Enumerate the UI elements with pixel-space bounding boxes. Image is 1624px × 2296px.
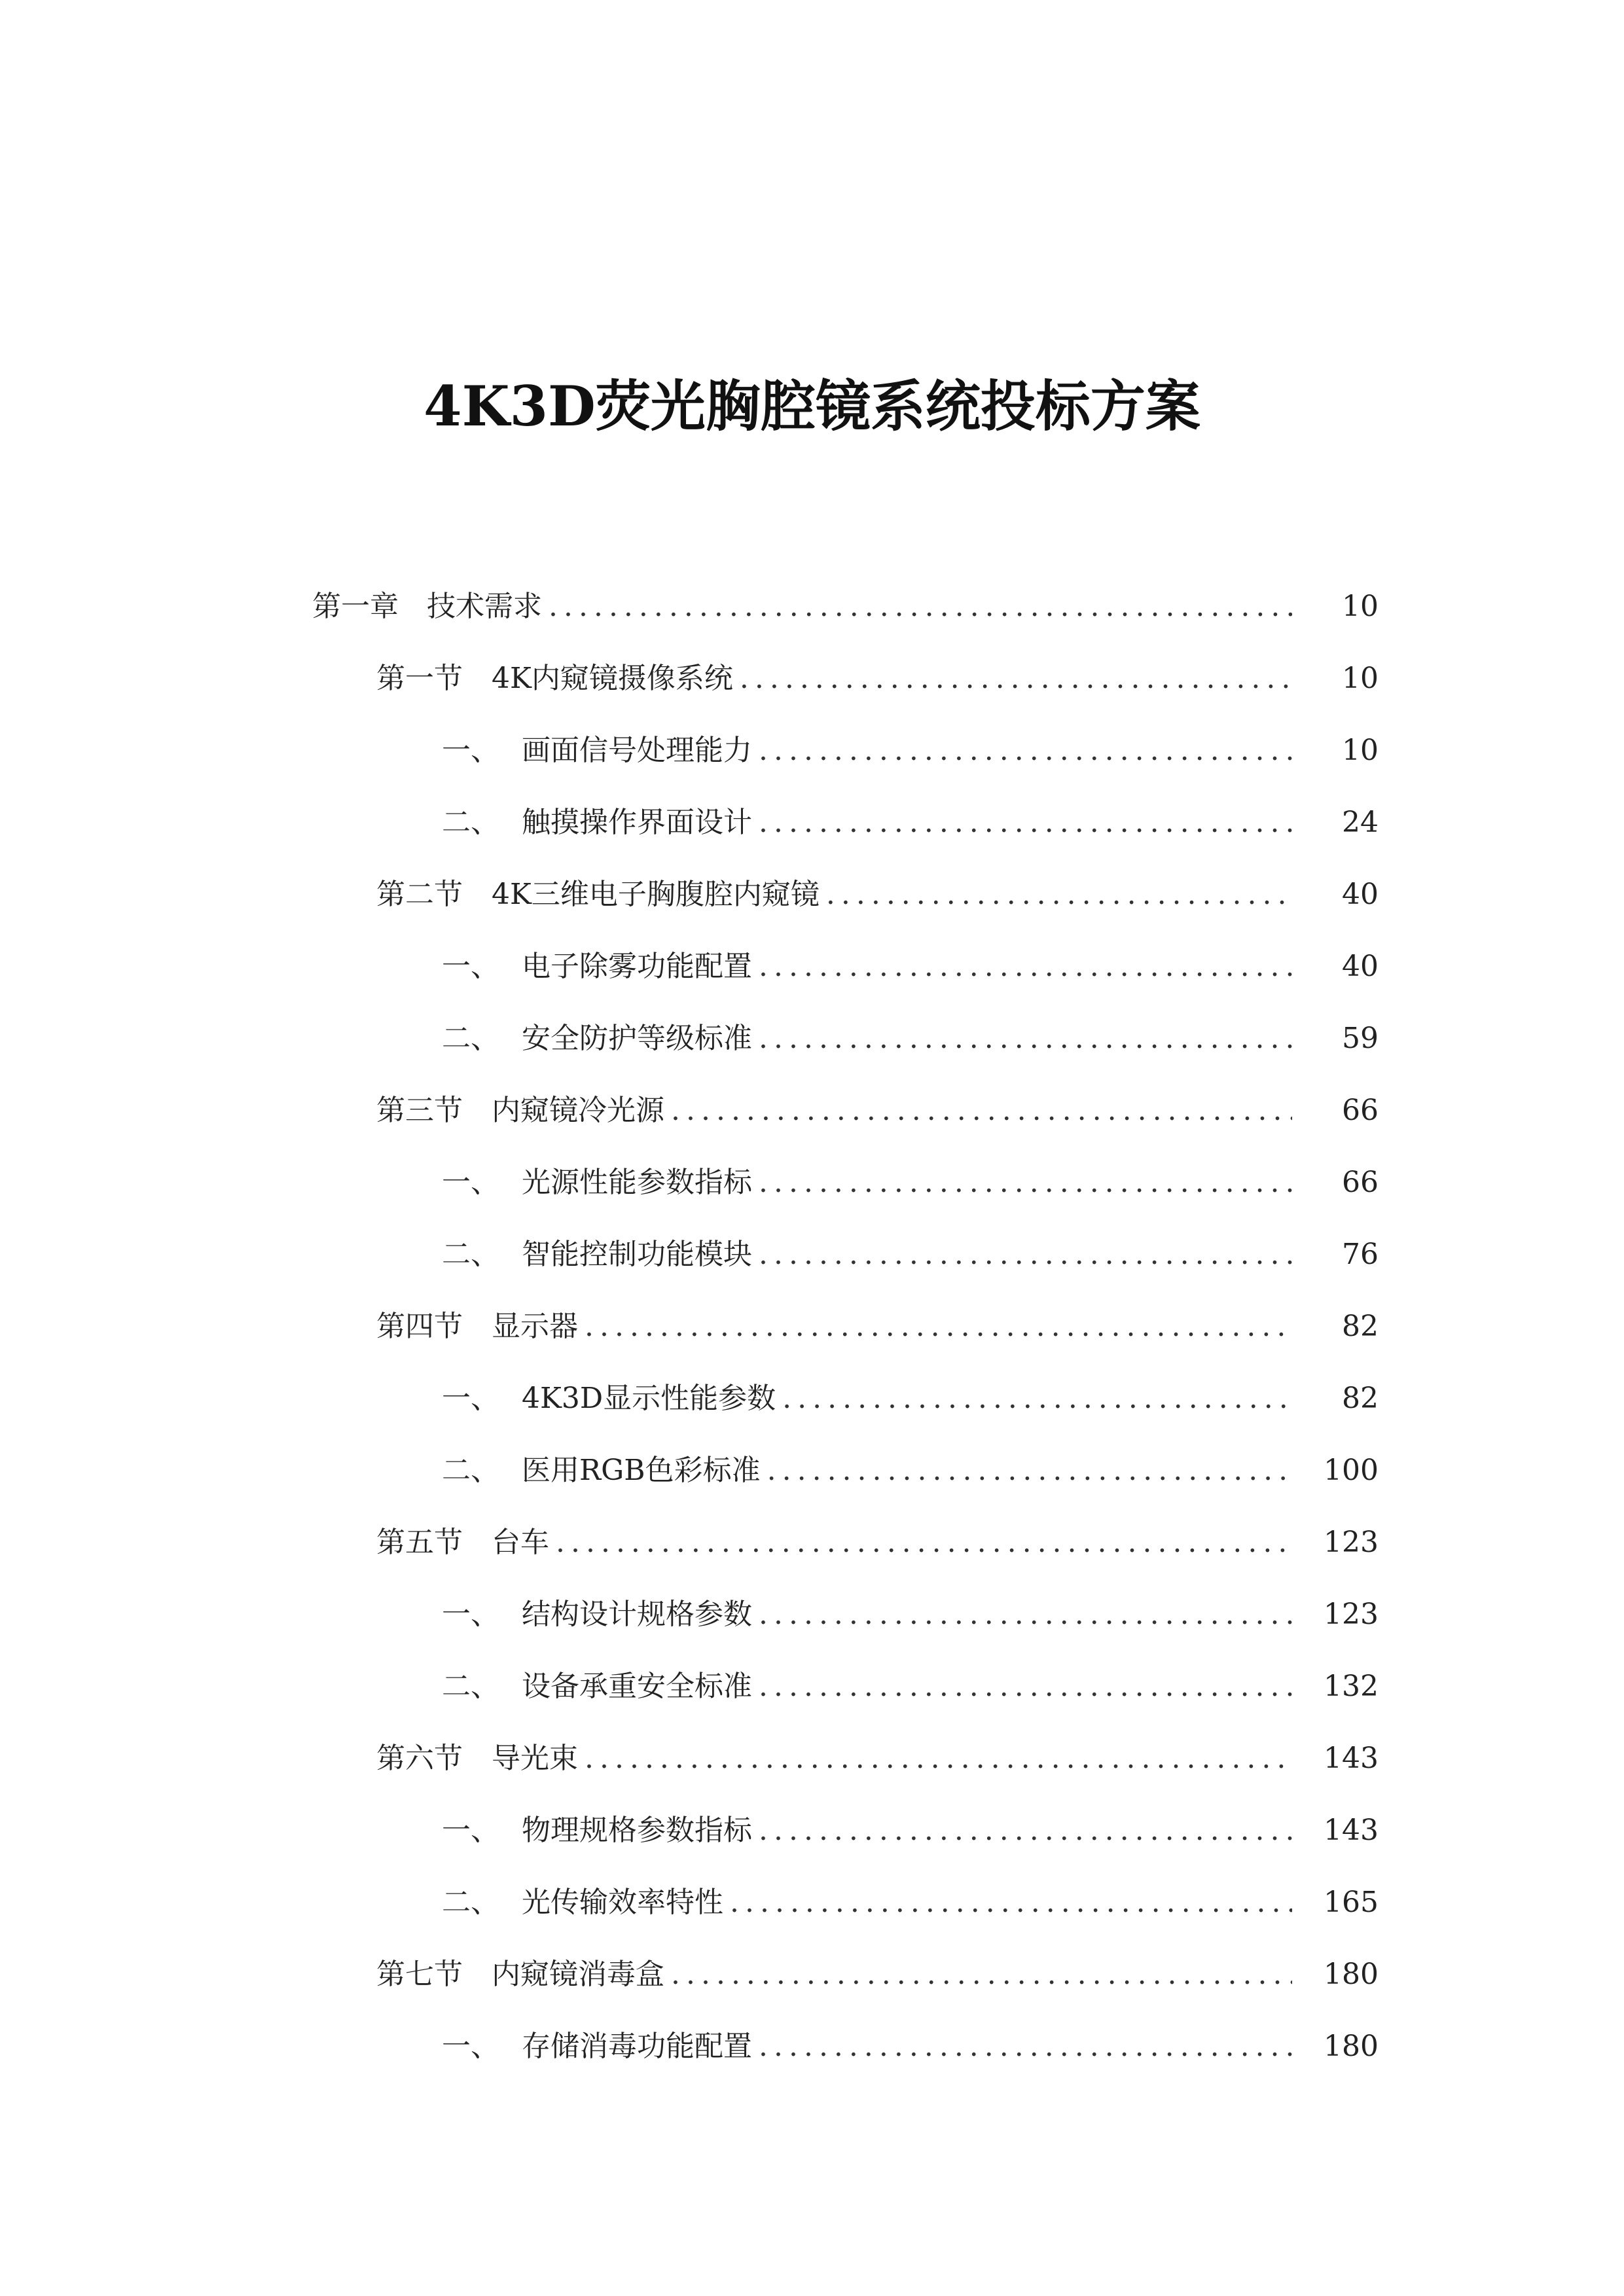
toc-page-number: 40: [1342, 950, 1379, 983]
toc-section-entry[interactable]: [0, 1939, 1624, 2011]
toc-dot-leader: [759, 1163, 1292, 1202]
toc-dot-leader: [759, 947, 1292, 986]
toc-page-number: 100: [1324, 1454, 1379, 1487]
toc-dot-leader: [759, 1235, 1292, 1274]
toc-page-number: 59: [1342, 1022, 1379, 1055]
toc-entry-label: 设备承重安全标准: [522, 1670, 752, 1703]
toc-entry-label: 4K三维电子胸腹腔内窥镜: [492, 878, 820, 911]
toc-page-number: 82: [1342, 1382, 1379, 1415]
toc-page-number: 76: [1342, 1238, 1379, 1271]
toc-entry-number: 二、: [442, 1454, 499, 1487]
toc-dot-leader: [782, 1379, 1292, 1418]
toc-entry-number: 一、: [442, 1382, 499, 1415]
toc-entry-label: 存储消毒功能配置: [522, 2030, 752, 2063]
toc-dot-leader: [826, 875, 1292, 914]
toc-subsection-entry[interactable]: [0, 2011, 1624, 2083]
toc-entry-label: 内窥镜冷光源: [492, 1094, 664, 1127]
toc-entry-number: 第一章: [312, 590, 399, 623]
toc-entry-number: 第四节: [376, 1310, 463, 1343]
toc-entry-label: 光源性能参数指标: [522, 1166, 752, 1199]
toc-dot-leader: [759, 1811, 1292, 1850]
toc-entry-number: 一、: [442, 950, 499, 983]
toc-entry-number: 二、: [442, 806, 499, 839]
toc-section-entry[interactable]: [0, 1075, 1624, 1147]
table-of-contents: [0, 571, 1624, 2083]
toc-subsection-entry[interactable]: [0, 1147, 1624, 1219]
toc-subsection-entry[interactable]: [0, 787, 1624, 859]
toc-chapter-entry[interactable]: [0, 571, 1624, 643]
toc-entry-number: 二、: [442, 1670, 499, 1703]
toc-dot-leader: [767, 1451, 1292, 1490]
toc-page-number: 165: [1324, 1886, 1379, 1919]
toc-entry-number: 第一节: [376, 662, 463, 695]
toc-entry-number: 二、: [442, 1886, 499, 1919]
toc-subsection-entry[interactable]: [0, 1651, 1624, 1723]
toc-page-number: 10: [1342, 590, 1379, 623]
toc-page-number: 123: [1324, 1526, 1379, 1559]
toc-entry-label: 内窥镜消毒盒: [492, 1958, 664, 1991]
toc-page-number: 123: [1324, 1598, 1379, 1631]
toc-entry-number: 二、: [442, 1238, 499, 1271]
toc-entry-label: 安全防护等级标准: [522, 1022, 752, 1055]
toc-section-entry[interactable]: [0, 859, 1624, 931]
toc-entry-label: 电子除雾功能配置: [522, 950, 752, 983]
toc-entry-label: 医用RGB色彩标准: [522, 1454, 761, 1487]
toc-entry-number: 一、: [442, 1166, 499, 1199]
toc-page-number: 24: [1342, 806, 1379, 839]
toc-subsection-entry[interactable]: [0, 931, 1624, 1003]
toc-dot-leader: [759, 731, 1292, 770]
toc-entry-label: 导光束: [492, 1742, 578, 1775]
toc-section-entry[interactable]: [0, 1507, 1624, 1579]
toc-entry-label: 光传输效率特性: [522, 1886, 723, 1919]
toc-entry-label: 台车: [492, 1526, 549, 1559]
toc-subsection-entry[interactable]: [0, 1579, 1624, 1651]
toc-entry-number: 第七节: [376, 1958, 463, 1991]
toc-subsection-entry[interactable]: [0, 1003, 1624, 1075]
toc-dot-leader: [759, 2027, 1292, 2066]
toc-subsection-entry[interactable]: [0, 1363, 1624, 1435]
toc-entry-number: 二、: [442, 1022, 499, 1055]
toc-entry-number: 第六节: [376, 1742, 463, 1775]
toc-entry-label: 技术需求: [427, 590, 542, 623]
toc-page-number: 40: [1342, 878, 1379, 911]
toc-page-number: 10: [1342, 662, 1379, 695]
toc-page-number: 143: [1324, 1742, 1379, 1775]
toc-entry-label: 画面信号处理能力: [522, 734, 752, 767]
toc-page-number: 10: [1342, 734, 1379, 767]
toc-entry-number: 一、: [442, 734, 499, 767]
toc-page-number: 82: [1342, 1310, 1379, 1343]
toc-entry-label: 触摸操作界面设计: [522, 806, 752, 839]
toc-page-number: 143: [1324, 1814, 1379, 1847]
toc-dot-leader: [759, 1667, 1292, 1706]
toc-subsection-entry[interactable]: [0, 715, 1624, 787]
toc-page-number: 180: [1324, 1958, 1379, 1991]
toc-subsection-entry[interactable]: [0, 1219, 1624, 1291]
toc-dot-leader: [759, 803, 1292, 842]
toc-dot-leader: [730, 1883, 1292, 1922]
toc-entry-number: 一、: [442, 1598, 499, 1631]
toc-entry-label: 物理规格参数指标: [522, 1814, 752, 1847]
toc-dot-leader: [740, 659, 1292, 698]
toc-entry-label: 显示器: [492, 1310, 578, 1343]
toc-entry-label: 4K内窥镜摄像系统: [492, 662, 733, 695]
toc-dot-leader: [585, 1307, 1292, 1346]
toc-section-entry[interactable]: [0, 1723, 1624, 1795]
toc-page-number: 66: [1342, 1166, 1379, 1199]
toc-dot-leader: [671, 1955, 1292, 1994]
toc-entry-label: 智能控制功能模块: [522, 1238, 752, 1271]
toc-entry-label: 4K3D显示性能参数: [522, 1382, 776, 1415]
toc-dot-leader: [759, 1019, 1292, 1058]
toc-page-number: 132: [1324, 1670, 1379, 1703]
toc-section-entry[interactable]: [0, 1291, 1624, 1363]
toc-page-number: 66: [1342, 1094, 1379, 1127]
toc-entry-number: 一、: [442, 2030, 499, 2063]
toc-dot-leader: [759, 1595, 1292, 1634]
toc-section-entry[interactable]: [0, 643, 1624, 715]
toc-page-number: 180: [1324, 2030, 1379, 2063]
toc-subsection-entry[interactable]: [0, 1435, 1624, 1507]
toc-dot-leader: [671, 1091, 1292, 1130]
toc-dot-leader: [585, 1739, 1292, 1778]
document-title: 4K3D荧光胸腔镜系统投标方案: [424, 374, 1200, 439]
toc-subsection-entry[interactable]: [0, 1867, 1624, 1939]
toc-entry-number: 一、: [442, 1814, 499, 1847]
toc-subsection-entry[interactable]: [0, 1795, 1624, 1867]
toc-entry-number: 第三节: [376, 1094, 463, 1127]
toc-entry-number: 第二节: [376, 878, 463, 911]
toc-dot-leader: [556, 1523, 1292, 1562]
toc-dot-leader: [549, 587, 1292, 626]
toc-entry-number: 第五节: [376, 1526, 463, 1559]
toc-entry-label: 结构设计规格参数: [522, 1598, 752, 1631]
